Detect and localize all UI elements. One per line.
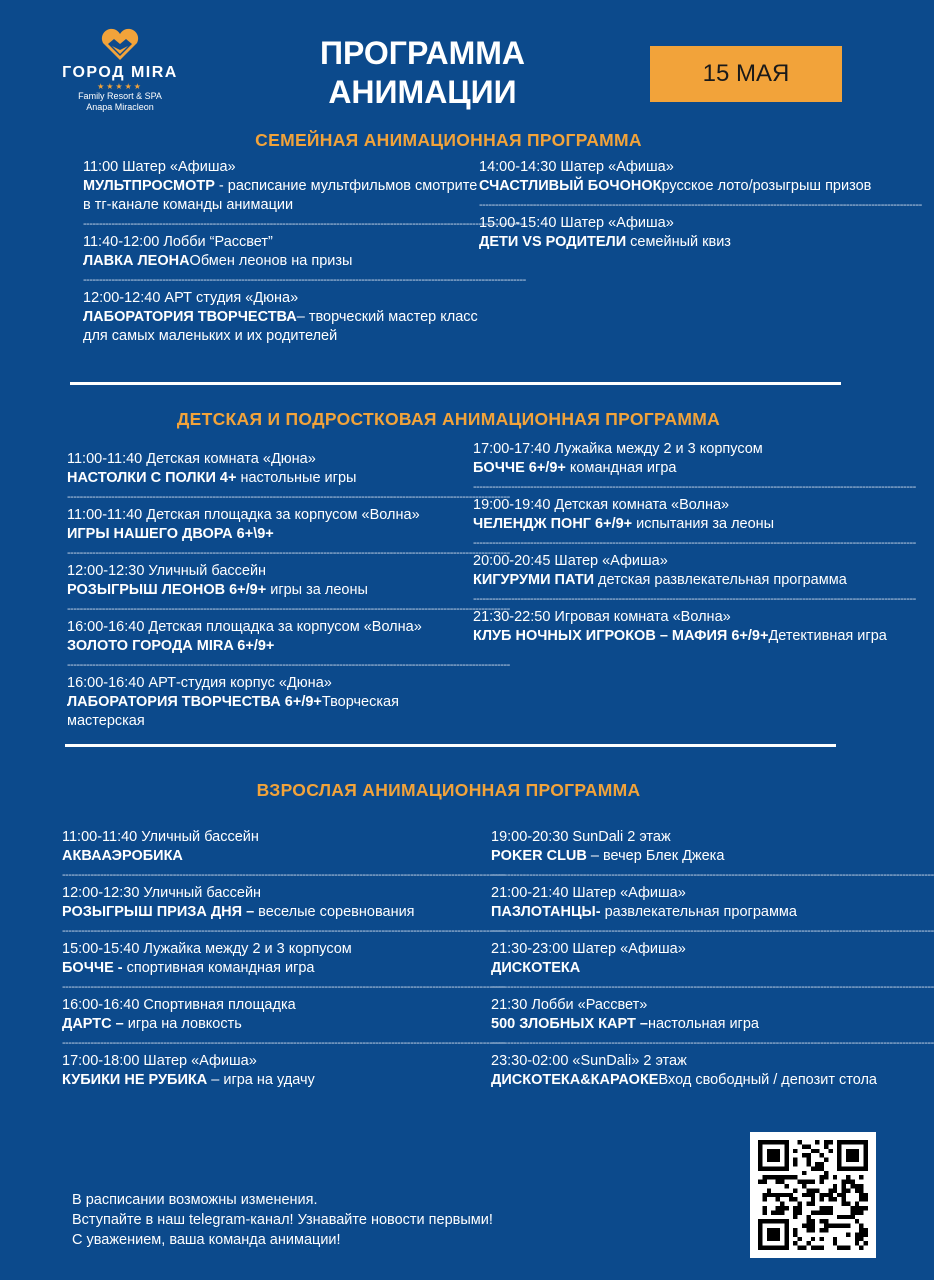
schedule-event (491, 996, 891, 1034)
event-time-location: 11:00-11:40 Уличный бассейн (62, 829, 259, 845)
footer-line-1: В расписании возможны изменения. (72, 1192, 318, 1208)
footer-note (72, 1190, 493, 1250)
event-description: командная игра (565, 460, 677, 476)
title-line-2: АНИМАЦИИ (328, 74, 517, 110)
event-name: ДИСКОТЕКА&КАРАОКЕ (491, 1072, 659, 1088)
dashed-separator: -------------------------------------------------------------------------------------------------------------------------------------------- (67, 659, 510, 671)
schedule-event (491, 884, 891, 922)
event-time-location: 12:00-12:40 АРТ студия «Дюна» (83, 290, 299, 306)
schedule-event (83, 289, 478, 346)
event-name: ЛАБОРАТОРИЯ ТВОРЧЕСТВА (83, 309, 297, 325)
schedule-event (62, 828, 482, 866)
event-time-location: 23:30-02:00 «SunDali» 2 этаж (491, 1053, 687, 1069)
family-right-column (479, 158, 922, 252)
family-left-column (83, 158, 526, 346)
event-time-location: 16:00-16:40 Спортивная площадка (62, 997, 296, 1013)
event-name: ДИСКОТЕКА (491, 960, 581, 976)
event-name: КИГУРУМИ ПАТИ (473, 572, 594, 588)
event-time-location: 14:00-14:30 Шатер «Афиша» (479, 159, 674, 175)
event-time-location: 21:30-22:50 Игровая комната «Волна» (473, 609, 731, 625)
event-time-location: 15:00-15:40 Лужайка между 2 и 3 корпусом (62, 941, 352, 957)
event-name: ПАЗЛОТАНЦЫ- (491, 904, 601, 920)
section-title-family: СЕМЕЙНАЯ АНИМАЦИОННАЯ ПРОГРАММА (255, 130, 642, 150)
event-name: ДЕТИ VS РОДИТЕЛИ (479, 234, 627, 250)
dashed-separator: -------------------------------------------------------------------------------------------------------------------------------------------- (473, 537, 916, 549)
event-time-location: 16:00-16:40 Детская площадка за корпусом «Волна» (67, 619, 422, 635)
schedule-event (67, 562, 467, 600)
event-name: ЗОЛОТО ГОРОДА MIRA 6+/9+ (67, 638, 275, 654)
event-time-location: 11:00 Шатер «Афиша» (83, 159, 236, 175)
dashed-separator: -------------------------------------------------------------------------------------------------------------------------------------------- (62, 1037, 505, 1049)
event-time-location: 19:00-20:30 SunDali 2 этаж (491, 829, 671, 845)
schedule-event (473, 496, 893, 534)
event-name: ЛАБОРАТОРИЯ ТВОРЧЕСТВА 6+/9+ (67, 694, 322, 710)
adult-left-column (62, 828, 505, 1090)
event-name: РОЗЫГРЫШ ПРИЗА ДНЯ – (62, 904, 255, 920)
schedule-event (83, 233, 478, 271)
event-description: Детективная игра (768, 628, 887, 644)
section-divider (65, 744, 836, 747)
schedule-event (473, 440, 893, 478)
schedule-event (62, 940, 482, 978)
dashed-separator: -------------------------------------------------------------------------------------------------------------------------------------------- (67, 547, 510, 559)
event-description: Творческая мастерская (67, 694, 399, 729)
schedule-event (473, 608, 893, 646)
schedule-event (67, 674, 467, 731)
section-title-kids: ДЕТСКАЯ И ПОДРОСТКОВАЯ АНИМАЦИОННАЯ ПРОГРАММА (176, 409, 721, 429)
dashed-separator: -------------------------------------------------------------------------------------------------------------------------------------------- (491, 981, 934, 993)
dashed-separator: -------------------------------------------------------------------------------------------------------------------------------------------- (473, 593, 916, 605)
event-time-location: 15:00-15:40 Шатер «Афиша» (479, 215, 674, 231)
event-time-location: 21:30 Лобби «Рассвет» (491, 997, 648, 1013)
event-name: АКВААЭРОБИКА (62, 848, 183, 864)
schedule-event (491, 828, 891, 866)
event-time-location: 11:00-11:40 Детская комната «Дюна» (67, 451, 316, 467)
event-time-location: 21:00-21:40 Шатер «Афиша» (491, 885, 686, 901)
dashed-separator: -------------------------------------------------------------------------------------------------------------------------------------------- (473, 481, 916, 493)
schedule-event (62, 996, 482, 1034)
schedule-event (67, 618, 467, 656)
event-time-location: 17:00-18:00 Шатер «Афиша» (62, 1053, 257, 1069)
event-name: ИГРЫ НАШЕГО ДВОРА 6+\9+ (67, 526, 274, 542)
kids-right-column (473, 440, 916, 646)
page-title (290, 34, 555, 112)
dashed-separator: -------------------------------------------------------------------------------------------------------------------------------------------- (479, 199, 922, 211)
event-name: БОЧЧЕ 6+/9+ (473, 460, 566, 476)
event-description: Обмен леонов на призы (189, 253, 353, 269)
event-name: ЛАВКА ЛЕОНА (83, 253, 190, 269)
event-description: испытания за леоны (632, 516, 775, 532)
schedule-event (67, 450, 467, 488)
event-name: POKER CLUB (491, 848, 587, 864)
event-description: настольная игра (647, 1016, 759, 1032)
event-name: НАСТОЛКИ С ПОЛКИ 4+ (67, 470, 237, 486)
logo-stars: ★★★★★ (97, 82, 143, 91)
event-name: МУЛЬТПРОСМОТР (83, 178, 215, 194)
schedule-event (62, 884, 482, 922)
qr-code-icon (758, 1140, 868, 1250)
dashed-separator: -------------------------------------------------------------------------------------------------------------------------------------------- (83, 218, 526, 230)
section-title-adult: ВЗРОСЛАЯ АНИМАЦИОННАЯ ПРОГРАММА (256, 780, 641, 800)
dashed-separator: -------------------------------------------------------------------------------------------------------------------------------------------- (62, 981, 505, 993)
event-name: ДАРТС – (62, 1016, 124, 1032)
logo-subtitle: Family Resort & SPA (78, 91, 162, 101)
event-description: – творческий мастер класс для самых маленьких и их родителей (83, 309, 478, 344)
event-time-location: 12:00-12:30 Уличный бассейн (62, 885, 262, 901)
footer-line-3: С уважением, ваша команда анимации! (72, 1232, 341, 1248)
heart-logo-icon (100, 28, 140, 62)
schedule-event (473, 552, 893, 590)
event-description: – вечер Блек Джека (586, 848, 725, 864)
event-name: БОЧЧЕ - (62, 960, 123, 976)
logo-brand-name: ГОРОД MIRA (62, 64, 178, 81)
event-time-location: 17:00-17:40 Лужайка между 2 и 3 корпусом (473, 441, 763, 457)
dashed-separator: -------------------------------------------------------------------------------------------------------------------------------------------- (491, 1037, 934, 1049)
event-time-location: 21:30-23:00 Шатер «Афиша» (491, 941, 686, 957)
event-description: – игра на удачу (207, 1072, 315, 1088)
title-line-1: ПРОГРАММА (319, 35, 525, 71)
date-badge: 15 МАЯ (650, 46, 842, 102)
dashed-separator: -------------------------------------------------------------------------------------------------------------------------------------------- (67, 491, 510, 503)
event-description: детская развлекательная программа (594, 572, 847, 588)
event-name: КЛУБ НОЧНЫХ ИГРОКОВ – МАФИЯ 6+/9+ (473, 628, 769, 644)
event-description: спортивная командная игра (122, 960, 315, 976)
event-description: русское лото/розыгрыш призов (661, 178, 872, 194)
section-divider (70, 382, 841, 385)
event-name: СЧАСТЛИВЫЙ БОЧОНОК (479, 178, 662, 194)
event-description: настольные игры (236, 470, 357, 486)
event-name: КУБИКИ НЕ РУБИКА (62, 1072, 208, 1088)
schedule-event (491, 940, 891, 978)
dashed-separator: -------------------------------------------------------------------------------------------------------------------------------------------- (491, 925, 934, 937)
event-time-location: 19:00-19:40 Детская комната «Волна» (473, 497, 730, 513)
kids-left-column (67, 450, 510, 731)
schedule-event (491, 1052, 891, 1090)
dashed-separator: -------------------------------------------------------------------------------------------------------------------------------------------- (83, 274, 526, 286)
adult-right-column (491, 828, 934, 1090)
event-description: развлекательная программа (600, 904, 797, 920)
dashed-separator: -------------------------------------------------------------------------------------------------------------------------------------------- (67, 603, 510, 615)
schedule-event (67, 506, 467, 544)
resort-logo (55, 28, 185, 113)
event-time-location: 16:00-16:40 АРТ-студия корпус «Дюна» (67, 675, 332, 691)
event-name: РОЗЫГРЫШ ЛЕОНОВ 6+/9+ (67, 582, 267, 598)
event-description: семейный квиз (626, 234, 731, 250)
event-time-location: 11:40-12:00 Лобби “Рассвет” (83, 234, 273, 250)
event-description: игра на ловкость (123, 1016, 242, 1032)
schedule-event (83, 158, 478, 215)
event-description: Вход свободный / депозит стола (658, 1072, 877, 1088)
event-name: ЧЕЛЕНДЖ ПОНГ 6+/9+ (473, 516, 633, 532)
event-name: 500 ЗЛОБНЫХ КАРТ – (491, 1016, 648, 1032)
schedule-event (62, 1052, 482, 1090)
schedule-event (479, 158, 874, 196)
event-description: игры за леоны (266, 582, 368, 598)
dashed-separator: -------------------------------------------------------------------------------------------------------------------------------------------- (491, 869, 934, 881)
dashed-separator: -------------------------------------------------------------------------------------------------------------------------------------------- (62, 869, 505, 881)
event-description: веселые соревнования (254, 904, 415, 920)
event-description: - расписание мультфильмов смотрите в тг-канале команды анимации (83, 178, 478, 213)
schedule-event (479, 214, 874, 252)
dashed-separator: -------------------------------------------------------------------------------------------------------------------------------------------- (62, 925, 505, 937)
telegram-qr-code[interactable] (750, 1132, 876, 1258)
event-time-location: 12:00-12:30 Уличный бассейн (67, 563, 267, 579)
logo-location: Anapa Miracleon (86, 102, 154, 112)
footer-line-2: Вступайте в наш telegram-канал! Узнавайте новости первыми! (72, 1212, 493, 1228)
event-time-location: 11:00-11:40 Детская площадка за корпусом «Волна» (67, 507, 420, 523)
event-time-location: 20:00-20:45 Шатер «Афиша» (473, 553, 668, 569)
